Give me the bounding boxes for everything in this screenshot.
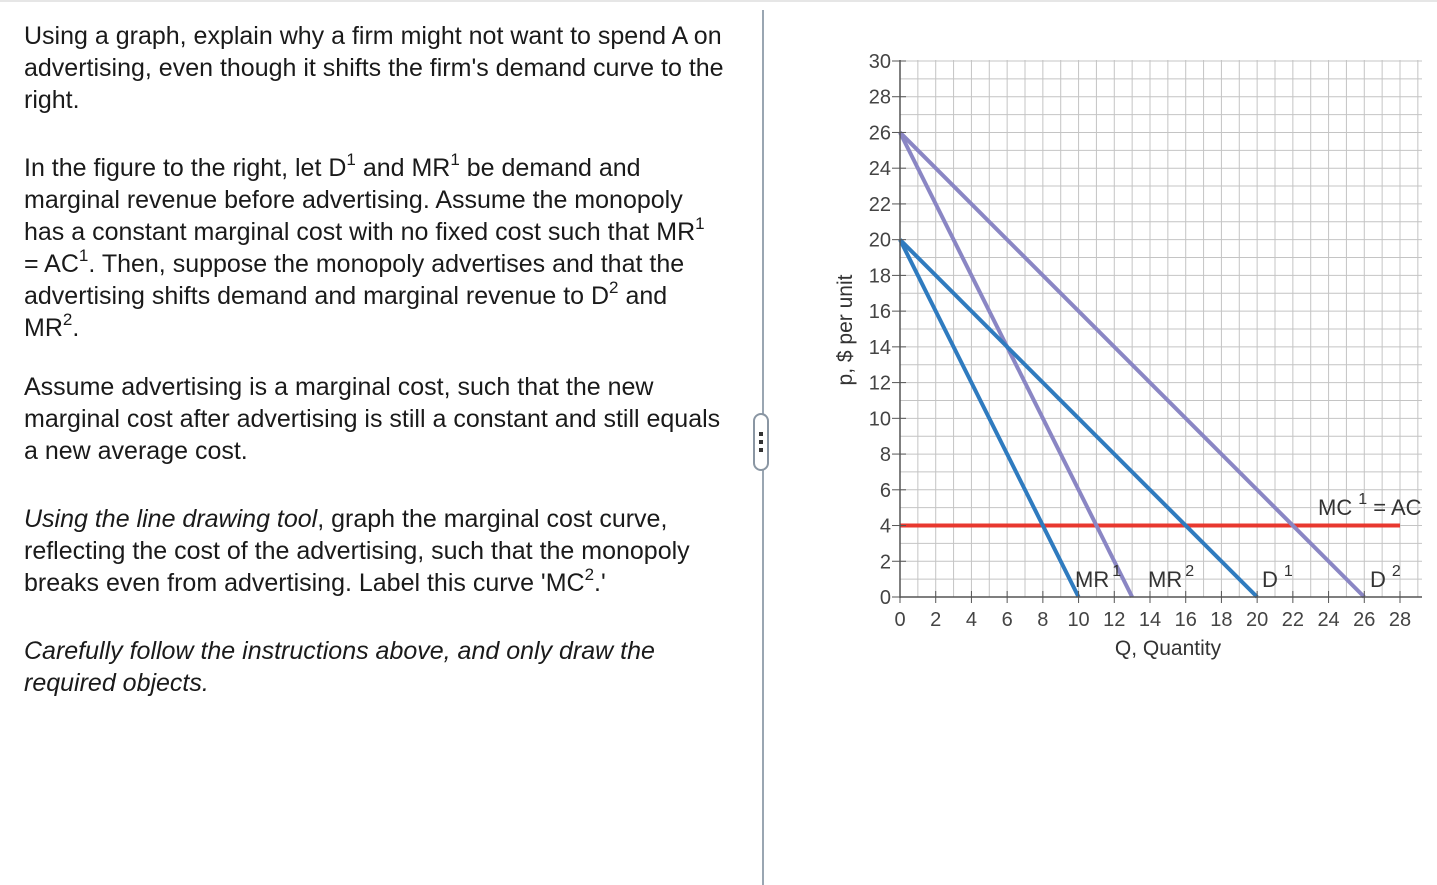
setup-text-2: and MR — [355, 154, 451, 182]
x-tick-label: 22 — [1281, 609, 1304, 631]
setup-sup-4: 1 — [78, 246, 89, 265]
y-axis-label: p, $ per unit — [834, 274, 857, 386]
setup-sup-1: 1 — [346, 150, 356, 169]
y-tick-label: 24 — [868, 158, 891, 181]
curve-label-mc1-ac1: MC $^1$ = AC — [1318, 491, 1422, 520]
x-tick-label: 4 — [965, 609, 977, 631]
curve-label-d2: D $^2$ — [1370, 563, 1401, 592]
y-tick-label: 22 — [868, 193, 891, 216]
y-tick-label: 4 — [879, 515, 891, 538]
y-tick-label: 18 — [868, 265, 891, 288]
x-tick-label: 24 — [1317, 609, 1340, 631]
instruction-text-2: .' — [594, 569, 606, 597]
y-tick-label: 28 — [868, 86, 891, 109]
setup-sup-6: 2 — [62, 310, 73, 329]
assumption-paragraph: Assume advertising is a marginal cost, such that the new marginal cost after advertising is still a constant and still equals a new average cost. — [24, 373, 721, 465]
x-tick-label: 14 — [1138, 609, 1162, 631]
y-tick-label: 6 — [879, 479, 891, 502]
y-tick-label: 20 — [868, 229, 891, 252]
instruction-italic: Using the line drawing tool — [24, 505, 318, 533]
x-tick-label: 26 — [1353, 609, 1376, 631]
setup-sup-5: 2 — [609, 278, 619, 297]
x-tick-label: 20 — [1246, 609, 1269, 631]
x-tick-label: 0 — [894, 609, 906, 631]
x-tick-label: 12 — [1103, 609, 1126, 631]
y-tick-label: 10 — [868, 408, 891, 431]
setup-sup-3: 1 — [695, 214, 705, 233]
setup-text-4: = AC — [24, 250, 79, 278]
setup-text-7: . — [72, 314, 80, 342]
curve-label-mr1: MR $^1$ — [1075, 563, 1122, 592]
y-tick-label: 0 — [879, 587, 891, 609]
curve-label-d1: D $^1$ — [1262, 563, 1293, 592]
x-tick-label: 18 — [1210, 609, 1233, 631]
y-tick-label: 16 — [868, 301, 891, 324]
setup-text-3: be demand and marginal revenue before advertising. Assume the monopoly has a constant marginal cost with no fixed cost such that MR — [24, 154, 696, 246]
y-tick-label: 30 — [868, 50, 891, 73]
y-tick-label: 14 — [868, 336, 891, 359]
setup-text-5: . Then, suppose the monopoly advertises and that the advertising shifts demand and marginal revenue to D — [24, 250, 685, 310]
x-axis-label: Q, Quantity — [1114, 637, 1222, 660]
x-tick-label: 28 — [1388, 609, 1412, 631]
caution-paragraph: Carefully follow the instructions above, and only draw the required objects. — [24, 637, 655, 697]
x-tick-label: 10 — [1067, 609, 1090, 631]
y-tick-label: 2 — [879, 551, 891, 574]
curve-labels — [1075, 491, 1422, 592]
x-tick-label: 16 — [1174, 609, 1197, 631]
x-tick-label: 8 — [1037, 609, 1049, 631]
y-tick-label: 26 — [868, 122, 891, 145]
curve-label-mr2: MR $^2$ — [1148, 563, 1195, 592]
setup-text-1: In the figure to the right, let D — [24, 154, 347, 182]
y-tick-label: 12 — [868, 372, 891, 395]
x-tick-label: 6 — [1001, 609, 1013, 631]
instruction-sup: 2 — [584, 565, 595, 584]
instruction-text-1: , graph the marginal cost curve, reflecting the cost of the advertising, such that the monopoly breaks even from advertising. Label this curve 'MC — [24, 505, 690, 597]
y-tick-label: 8 — [879, 444, 891, 467]
setup-sup-2: 1 — [450, 150, 460, 169]
question-intro: Using a graph, explain why a firm might not want to spend A on advertising, even though it shifts the firm's demand curve to the right. — [24, 22, 724, 114]
setup-text-6: and MR — [24, 282, 668, 342]
x-tick-label: 2 — [930, 609, 942, 631]
